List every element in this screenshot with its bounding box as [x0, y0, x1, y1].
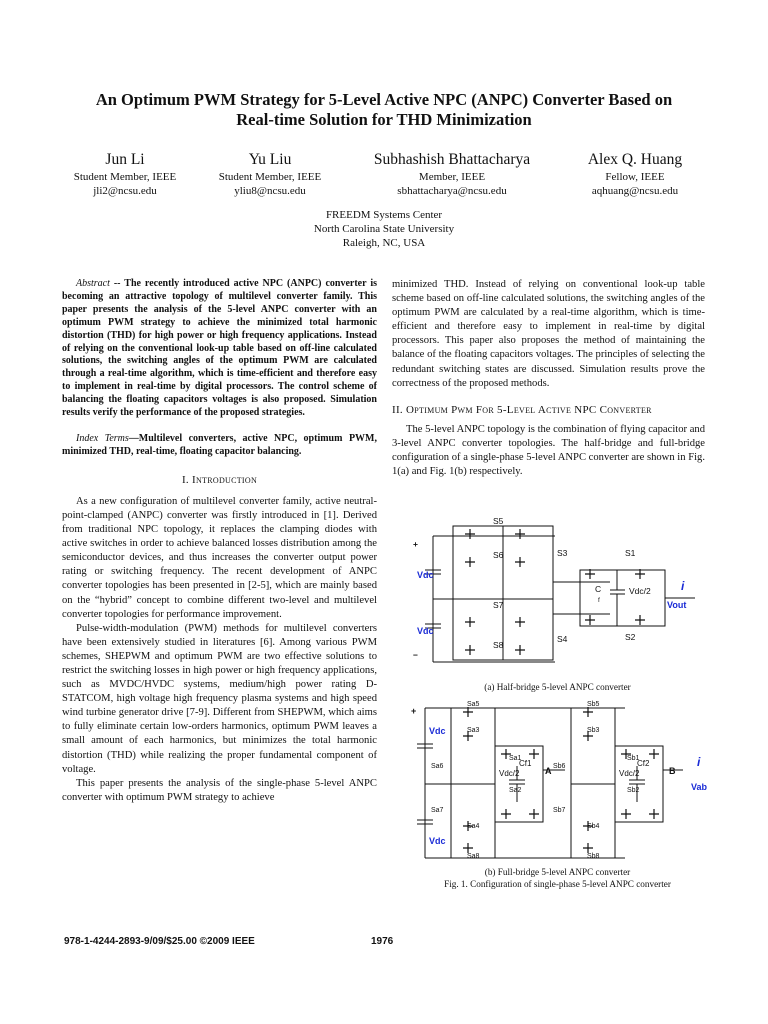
switch-label: Sb6 [553, 763, 566, 770]
switch-label: Sa2 [509, 787, 522, 794]
section-heading: II. Optimum Pwm For 5-Level Active NPC Converter [392, 403, 652, 416]
vdc-label: Vdc [429, 726, 446, 736]
switch-label: Sb3 [587, 727, 600, 734]
author-email: jli2@ncsu.edu [93, 185, 157, 197]
copyright-line: 978-1-4244-2893-9/09/$25.00 ©2009 IEEE [64, 936, 255, 947]
plus-sign: + [413, 539, 418, 549]
current-label: i [681, 579, 685, 593]
figure-1a-half-bridge [405, 512, 710, 682]
author-role: Fellow, IEEE [605, 171, 665, 183]
capacitor-subscript: f [598, 597, 600, 604]
abstract-text: -- The recently introduced active NPC (ANPC) converter is becoming an attractive topology of multilevel converter family. This paper presents the analysis of the 5-level ANPC converter with an optimum PWM strategy to achieve the minimized total harmonic distortion (THD) for high power or high frequency applications. Instead of relying on the conventional look-up table based on off-line calculated solutions, the switching angles of the optimum PWM are calculated through a real-time algorithm, which is time-efficient and therefore easy to implement in real-time by digital processors. The control scheme of balancing the floating capacitors voltages is also proposed. Simulation results verify the performance of the proposed strategies. [62, 278, 377, 419]
vdc-label: Vdc [429, 836, 446, 846]
paragraph: The 5-level ANPC topology is the combination of flying capacitor and 3-level ANPC converter topologies. The half-bridge and full-bridge configuration of a single-phase 5-level ANPC converter are shown in Fig. 1(a) and Fig. 1(b) respectively. [392, 423, 705, 478]
abstract-label: Abstract [76, 278, 110, 289]
vout-label: Vout [667, 600, 687, 610]
affiliation [0, 208, 768, 250]
switch-label: S2 [625, 632, 636, 642]
plus-sign: + [411, 706, 417, 716]
capacitor-label: Cf2 [637, 759, 650, 768]
author-name: Yu Liu [248, 151, 292, 168]
page-number: 1976 [371, 936, 394, 947]
switch-label: Sb7 [553, 807, 566, 814]
figure-1a-caption: (a) Half-bridge 5-level ANPC converter [484, 682, 631, 692]
index-terms [62, 433, 377, 459]
switch-label: Sb8 [587, 853, 600, 860]
paragraph: Pulse-width-modulation (PWM) methods for multilevel converters have been extensively studied in literatures [6]. Among various PWM schemes, SHEPWM and optimum PWM are two effective solutions to restrict the switching losses in high power or high frequency applications, such as MVDC/HVDC systems, medium/high power rating D-STATCOM, high voltage high frequency plasma systems and high speed wind turbine generator drive [7-9]. Different from SHEPWM, which aims to fully eliminate certain low-orders harmonics, optimum PWM leaves a small amount of each harmonics, but minimizes the total harmonic distortion (THD) while realizing the proper fundamental component of voltage. [62, 622, 377, 775]
switch-label: S4 [557, 634, 568, 644]
switch-label: Sb4 [587, 823, 600, 830]
title-line-1: An Optimum PWM Strategy for 5-Level Active NPC (ANPC) Converter Based on [95, 90, 673, 109]
paragraph: As a new configuration of multilevel converter family, active neutral-point-clamped (ANPC) converter was firstly introduced in [1]. Derived from traditional NPC topology, it replaces the clamping diodes with active switches in order to achieve balanced losses distribution among the semiconductor devices, and thus increases the converter output power rating or switching frequency. The recent development of ANPC converter topologies has been presented in [2-5], which are mainly based on the “hybrid” concept to combine different two-level and multilevel converter topologies for performance improvement. [62, 495, 377, 620]
author-role: Student Member, IEEE [73, 171, 177, 183]
author-email: yliu8@ncsu.edu [234, 185, 306, 197]
author-role: Student Member, IEEE [218, 171, 322, 183]
capacitor-label: Cf1 [519, 759, 532, 768]
paragraph: minimized THD. Instead of relying on conventional look-up table scheme based on off-line calculated solutions, the switching angles of the optimum PWM are calculated by a real-time algorithm, which is time-efficient and therefore easy to implement in real-time by digital processors. This paper also proposes the method of maintaining the balance of the floating capacitors voltages. The principles of selecting the redundant switching states are discussed. Simulation results prove the correctness of the proposed methods. [392, 279, 705, 389]
right-column [392, 278, 705, 479]
index-terms-label: Index Terms [76, 432, 129, 444]
section-heading: I. Introduction [181, 473, 258, 486]
author-name: Alex Q. Huang [587, 151, 683, 168]
title-line-2: Real-time Solution for THD Minimization [236, 110, 532, 129]
affiliation-line: North Carolina State University [313, 223, 455, 235]
figure-1b-full-bridge [405, 696, 715, 866]
vdc-label: Vdc [417, 570, 434, 580]
index-terms-text: —Multilevel converters, active NPC, optimum PWM, minimized THD, real-time, floating capacitor balancing. [62, 432, 377, 457]
voltage-label: Vdc/2 [619, 769, 640, 778]
switch-label: Sb2 [627, 787, 640, 794]
abstract [62, 278, 377, 420]
vdc-label: Vdc [417, 626, 434, 636]
node-label: A [545, 766, 552, 776]
switch-label: Sa1 [509, 755, 522, 762]
node-label: B [669, 766, 676, 776]
switch-label: S8 [493, 640, 504, 650]
switch-label: Sb1 [627, 755, 640, 762]
author-name: Jun Li [105, 151, 145, 168]
author-name: Subhashish Bhattacharya [373, 151, 531, 168]
voltage-label: Vdc/2 [499, 769, 520, 778]
minus-sign: − [413, 650, 418, 660]
figure-1b-caption: (b) Full-bridge 5-level ANPC converter [484, 867, 631, 877]
switch-label: S6 [493, 550, 504, 560]
switch-label: Sa6 [431, 763, 444, 770]
author-email: sbhattacharya@ncsu.edu [397, 185, 507, 197]
author-block [185, 150, 355, 198]
author-email: aqhuang@ncsu.edu [591, 185, 679, 197]
switch-label: S7 [493, 600, 504, 610]
switch-label: S3 [557, 548, 568, 558]
author-role: Member, IEEE [418, 171, 486, 183]
author-block [352, 150, 552, 198]
switch-label: Sb5 [587, 701, 600, 708]
affiliation-line: FREEDM Systems Center [325, 209, 443, 221]
paragraph: This paper presents the analysis of the single-phase 5-level ANPC converter with optimum PWM strategy to achieve [62, 777, 377, 803]
switch-label: Sa3 [467, 727, 480, 734]
affiliation-line: Raleigh, NC, USA [342, 237, 426, 249]
switch-label: Sa5 [467, 701, 480, 708]
left-column [62, 278, 377, 805]
switch-label: Sa4 [467, 823, 480, 830]
figure-1-caption: Fig. 1. Configuration of single-phase 5-level ANPC converter [444, 879, 671, 889]
author-block [555, 150, 715, 198]
switch-label: S5 [493, 516, 504, 526]
switch-label: S1 [625, 548, 636, 558]
switch-label: Sa8 [467, 853, 480, 860]
switch-label: Sa7 [431, 807, 444, 814]
vab-label: Vab [691, 782, 708, 792]
voltage-label: Vdc/2 [629, 586, 651, 596]
current-label: i [697, 755, 701, 769]
paper-title [40, 90, 728, 130]
capacitor-label: C [595, 584, 602, 594]
